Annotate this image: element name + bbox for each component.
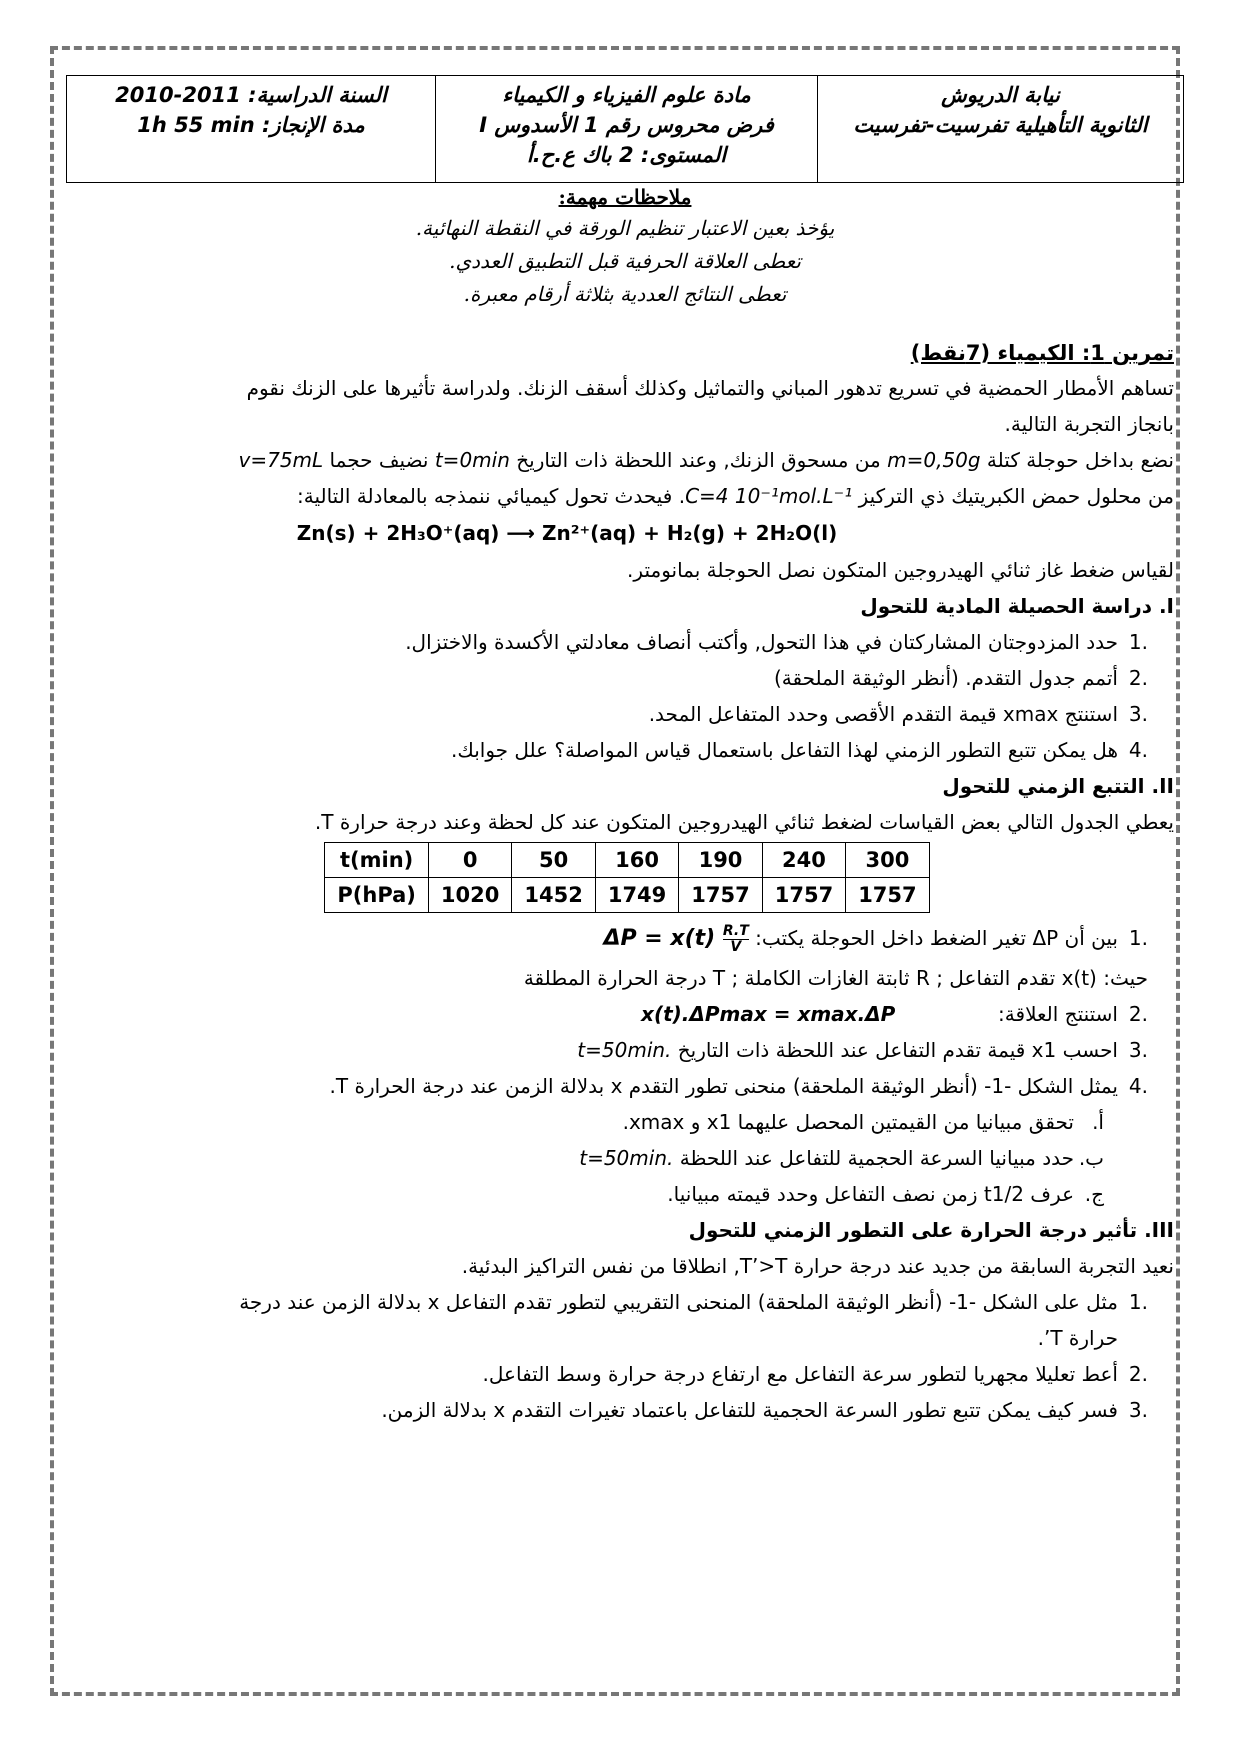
- formula-denominator: V: [730, 938, 742, 955]
- part3-item: .1مثل على الشكل -1- (أنظر الوثيقة الملحقة) المنحنى التقريبي لتطور تقدم التفاعل x بدلالة الزمن عند درجة: [239, 1290, 1148, 1314]
- item-text: أتمم جدول التقدم. (أنظر الوثيقة الملحقة): [773, 666, 1118, 690]
- part3-item-cont: حرارة T’.: [1037, 1326, 1118, 1350]
- relation-formula: x(t).ΔPmax = xmax.ΔP: [641, 1002, 896, 1026]
- table-cell: 0: [428, 843, 511, 878]
- formula-fraction: [723, 924, 749, 955]
- table-cell: 190: [679, 843, 762, 878]
- reaction-equation: Zn(s) + 2H₃O⁺(aq) ⟶ Zn²⁺(aq) + H₂(g) + 2H₂O(l): [296, 521, 838, 545]
- table-header-cell: t(min): [325, 843, 429, 878]
- part1-item: .3استنتج xmax قيمة التقدم الأقصى وحدد المتفاعل المحد.: [648, 702, 1148, 726]
- part2-subitem: أ.تحقق مبيانيا من القيمتين المحصل عليهما x1 و xmax.: [622, 1110, 1104, 1134]
- table-cell: 1757: [762, 878, 845, 913]
- notes-title: ملاحظات مهمة:: [558, 185, 692, 209]
- setup-text: نضيف حجما: [323, 448, 435, 472]
- item-text: يمثل الشكل -1- (أنظر الوثيقة الملحقة) منحنى تطور التقدم x بدلالة الزمن عند درجة الحرارة T.: [329, 1074, 1118, 1098]
- item-text: احسب x1 قيمة تقدم التفاعل عند اللحظة ذات التاريخ: [677, 1038, 1118, 1062]
- note-line: تعطى العلاقة الحرفية قبل التطبيق العددي.: [449, 249, 801, 273]
- header-year: [67, 76, 435, 182]
- table-cell: 160: [595, 843, 678, 878]
- setup-time: t=0min: [434, 448, 510, 472]
- setup-text: من مسحوق الزنك, وعند اللحظة ذات التاريخ: [509, 448, 888, 472]
- table-cell: 1452: [512, 878, 595, 913]
- item-text: حدد المزدوجتان المشاركتان في هذا التحول, وأكتب أنصاف معادلتي الأكسدة والاختزال.: [405, 630, 1118, 654]
- intro-line: بانجاز التجربة التالية.: [1004, 412, 1174, 436]
- header-duration-line: [77, 110, 425, 140]
- part2-title: II. التتبع الزمني للتحول: [942, 774, 1174, 798]
- where-line: حيث: x(t) تقدم التفاعل ; R ثابتة الغازات الكاملة ; T درجة الحرارة المطلقة: [523, 966, 1148, 990]
- part2-item: .4يمثل الشكل -1- (أنظر الوثيقة الملحقة) منحنى تطور التقدم x بدلالة الزمن عند درجة الحرارة T.: [329, 1074, 1148, 1098]
- part2-item: .3احسب x1 قيمة تقدم التفاعل عند اللحظة ذات التاريخ t=50min.: [577, 1038, 1148, 1062]
- header-school: [817, 76, 1183, 182]
- table-cell: 300: [846, 843, 929, 878]
- year-value: 2010-2011: [115, 83, 241, 107]
- item-text: استنتج العلاقة:: [998, 1002, 1118, 1026]
- item-text: عرف t1/2 زمن نصف التفاعل وحدد قيمته مبيانيا.: [667, 1182, 1074, 1206]
- setup-line-2: [80, 478, 1174, 514]
- time-value: t=50min.: [577, 1038, 672, 1062]
- part3-item: .3فسر كيف يمكن تتبع تطور السرعة الحجمية للتفاعل باعتماد تغيرات التقدم x بدلالة الزمن.: [381, 1398, 1148, 1422]
- item-text: هل يمكن تتبع التطور الزمني لهذا التفاعل باستعمال قياس المواصلة؟ علل جوابك.: [450, 738, 1118, 762]
- formula-numerator: R.T: [722, 922, 749, 939]
- item-text: فسر كيف يمكن تتبع تطور السرعة الحجمية للتفاعل باعتماد تغيرات التقدم x بدلالة الزمن.: [381, 1398, 1118, 1422]
- item-text: أعط تعليلا مجهريا لتطور سرعة التفاعل مع ارتفاع درجة حرارة وسط التفاعل.: [482, 1362, 1118, 1386]
- header-subject-name: مادة علوم الفيزياء و الكيمياء: [502, 83, 751, 107]
- table-row: [325, 878, 929, 913]
- time-value: t=50min.: [579, 1146, 674, 1170]
- table-header-cell: P(hPa): [325, 878, 429, 913]
- setup-text: من محلول حمض الكبريتيك ذي التركيز: [852, 484, 1174, 508]
- part2-subitem: ب.حدد مبيانيا السرعة الحجمية للتفاعل عند اللحظة t=50min.: [579, 1146, 1104, 1170]
- setup-concentration: C=4 10⁻¹mol.L⁻¹: [685, 484, 853, 508]
- formula-lhs: ΔP = x(t): [603, 926, 716, 951]
- year-label: السنة الدراسية:: [248, 83, 387, 107]
- part3-item: .2أعط تعليلا مجهريا لتطور سرعة التفاعل مع ارتفاع درجة حرارة وسط التفاعل.: [482, 1362, 1148, 1386]
- manometer-line: لقياس ضغط غاز ثنائي الهيدروجين المتكون نصل الحوجلة بمانومتر.: [627, 558, 1174, 582]
- header-table: [66, 75, 1184, 183]
- part2-item: .1بين أن ΔP تغير الضغط داخل الحوجلة يكتب: ΔP = x(t) $\frac{R.T}{V}$: [603, 922, 1148, 955]
- note-line: تعطى النتائج العددية بثلاثة أرقام معبرة.: [463, 282, 787, 306]
- note-line: يؤخذ بعين الاعتبار تنظيم الورقة في النقطة النهائية.: [415, 216, 835, 240]
- part1-item: .2أتمم جدول التقدم. (أنظر الوثيقة الملحقة): [773, 666, 1148, 690]
- setup-line-1: [80, 442, 1174, 478]
- item-text: حدد مبيانيا السرعة الحجمية للتفاعل عند اللحظة: [679, 1146, 1074, 1170]
- part3-intro: نعيد التجربة السابقة من جديد عند درجة حرارة T’>T, انطلاقا من نفس التراكيز البدئية.: [461, 1254, 1174, 1278]
- exercise-content: [80, 336, 1174, 1428]
- item-text: بين أن ΔP تغير الضغط داخل الحوجلة يكتب:: [755, 926, 1118, 950]
- part2-subitem: ج.عرف t1/2 زمن نصف التفاعل وحدد قيمته مبيانيا.: [667, 1182, 1104, 1206]
- pressure-table: [324, 842, 929, 913]
- item-text: مثل على الشكل -1- (أنظر الوثيقة الملحقة) المنحنى التقريبي لتطور تقدم التفاعل x بدلالة الزمن عند درجة: [239, 1290, 1118, 1314]
- part2-intro: يعطي الجدول التالي بعض القياسات لضغط ثنائي الهيدروجين المتكون عند كل لحظة وعند درجة حرارة T.: [314, 810, 1174, 834]
- table-cell: 1749: [595, 878, 678, 913]
- item-text: تحقق مبيانيا من القيمتين المحصل عليهما x1 و xmax.: [622, 1110, 1074, 1134]
- duration-value: 1h 55 min: [137, 113, 255, 137]
- part2-item: .2استنتج العلاقة: x(t).ΔPmax = xmax.ΔP: [641, 1002, 1148, 1026]
- part1-item: .4هل يمكن تتبع التطور الزمني لهذا التفاعل باستعمال قياس المواصلة؟ علل جوابك.: [450, 738, 1148, 762]
- part1-item: .1حدد المزدوجتان المشاركتان في هذا التحول, وأكتب أنصاف معادلتي الأكسدة والاختزال.: [405, 630, 1148, 654]
- delta-p-formula: [603, 922, 749, 955]
- header-exam-title: فرض محروس رقم 1 الأسدوس I: [479, 113, 774, 137]
- setup-text: نضع بداخل حوجلة كتلة: [980, 448, 1174, 472]
- table-cell: 1020: [428, 878, 511, 913]
- exercise-title: تمرين 1: الكيمياء (7نقط): [910, 341, 1174, 365]
- part3-title: III. تأثير درجة الحرارة على التطور الزمني للتحول: [688, 1218, 1174, 1242]
- setup-text: . فيحدث تحول كيميائي ننمذجه بالمعادلة التالية:: [297, 484, 686, 508]
- header-subject: [435, 76, 817, 182]
- header-year-line: [77, 80, 425, 110]
- header-level: المستوى: 2 باك ع.ح.أ: [526, 143, 727, 167]
- table-cell: 240: [762, 843, 845, 878]
- table-row: [325, 843, 929, 878]
- header-directorate: نيابة الدريوش: [941, 83, 1060, 107]
- setup-mass: m=0,50g: [887, 448, 981, 472]
- part1-title: I. دراسة الحصيلة المادية للتحول: [860, 594, 1174, 618]
- duration-label: مدة الإنجاز:: [262, 113, 365, 137]
- table-cell: 50: [512, 843, 595, 878]
- header-school-name: الثانوية التأهيلية تفرسيت-تفرسيت: [853, 113, 1148, 137]
- notes-section: [66, 182, 1184, 311]
- table-cell: 1757: [846, 878, 929, 913]
- item-text: استنتج xmax قيمة التقدم الأقصى وحدد المتفاعل المحد.: [648, 702, 1118, 726]
- intro-line: تساهم الأمطار الحمضية في تسريع تدهور المباني والتماثيل وكذلك أسقف الزنك. ولدراسة تأثيرها على الزنك نقوم: [246, 376, 1174, 400]
- table-cell: 1757: [679, 878, 762, 913]
- setup-volume: v=75mL: [238, 448, 324, 472]
